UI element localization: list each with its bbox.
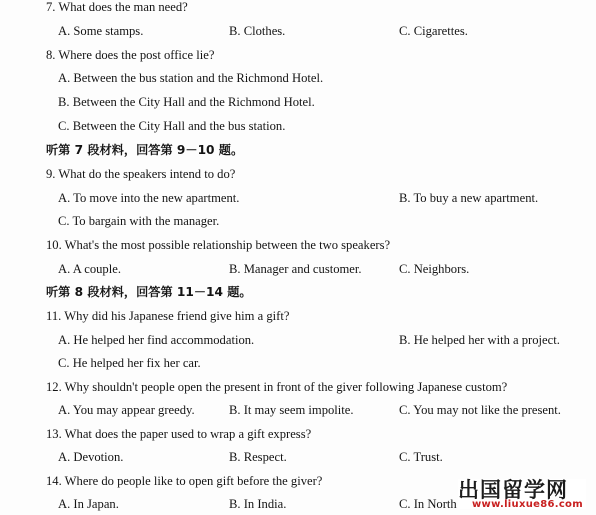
option-a: A. He helped her find accommodation. <box>58 333 255 347</box>
section-heading-8 <box>46 282 590 302</box>
options-12 <box>46 400 590 420</box>
option-b: B. It may seem impolite. <box>229 403 354 417</box>
site-watermark <box>458 479 586 509</box>
option-b: B. In India. <box>229 497 287 511</box>
option-c: C. He helped her fix her car. <box>58 356 201 370</box>
question-8 <box>46 45 590 65</box>
option-a: A. To move into the new apartment. <box>58 191 240 205</box>
options-10 <box>46 259 590 279</box>
section-heading-7 <box>46 140 590 160</box>
question-12 <box>46 377 590 397</box>
option-b: B. He helped her with a project. <box>399 333 560 347</box>
option-c: C. Between the City Hall and the bus station. <box>58 119 286 133</box>
question-7 <box>46 0 590 17</box>
option-c: C. To bargain with the manager. <box>58 214 220 228</box>
option-b: B. Between the City Hall and the Richmond Hotel. <box>58 95 315 109</box>
options-9 <box>46 188 590 208</box>
question-text: 7. What does the man need? <box>46 0 188 14</box>
question-text: 14. Where do people like to open gift before the giver? <box>46 474 323 488</box>
watermark-url: www.liuxue86.com <box>472 499 583 510</box>
option-8c <box>46 116 590 136</box>
option-a: A. Devotion. <box>58 450 124 464</box>
option-c: C. In North <box>399 497 457 511</box>
question-text: 11. Why did his Japanese friend give him a gift? <box>46 309 290 323</box>
option-9c <box>46 211 590 231</box>
option-8a <box>46 68 590 88</box>
option-11c <box>46 353 590 373</box>
question-9 <box>46 164 590 184</box>
option-c: C. Trust. <box>399 450 443 464</box>
question-13 <box>46 424 590 444</box>
option-a: A. You may appear greedy. <box>58 403 195 417</box>
option-c: C. Neighbors. <box>399 262 470 276</box>
option-b: B. Respect. <box>229 450 287 464</box>
question-text: 13. What does the paper used to wrap a gift express? <box>46 427 312 441</box>
watermark-logo-text: 出国留学网 <box>458 478 568 502</box>
option-a: A. Between the bus station and the Richmond Hotel. <box>58 71 324 85</box>
option-b: B. To buy a new apartment. <box>399 191 539 205</box>
option-c: C. You may not like the present. <box>399 403 561 417</box>
option-a: A. In Japan. <box>58 497 119 511</box>
options-7 <box>46 21 590 41</box>
options-11 <box>46 330 590 350</box>
options-13 <box>46 447 590 467</box>
option-c: C. Cigarettes. <box>399 24 468 38</box>
option-8b <box>46 92 590 112</box>
option-b: B. Manager and customer. <box>229 262 362 276</box>
option-a: A. A couple. <box>58 262 121 276</box>
option-a: A. Some stamps. <box>58 24 144 38</box>
section-text: 听第 8 段材料，回答第 11－14 题。 <box>46 285 252 299</box>
option-b: B. Clothes. <box>229 24 286 38</box>
question-text: 9. What do the speakers intend to do? <box>46 167 236 181</box>
question-text: 8. Where does the post office lie? <box>46 48 215 62</box>
question-10 <box>46 235 590 255</box>
question-11 <box>46 306 590 326</box>
section-text: 听第 7 段材料，回答第 9－10 题。 <box>46 143 244 157</box>
question-text: 12. Why shouldn't people open the present in front of the giver following Japanese custom? <box>46 380 508 394</box>
question-text: 10. What's the most possible relationship between the two speakers? <box>46 238 391 252</box>
